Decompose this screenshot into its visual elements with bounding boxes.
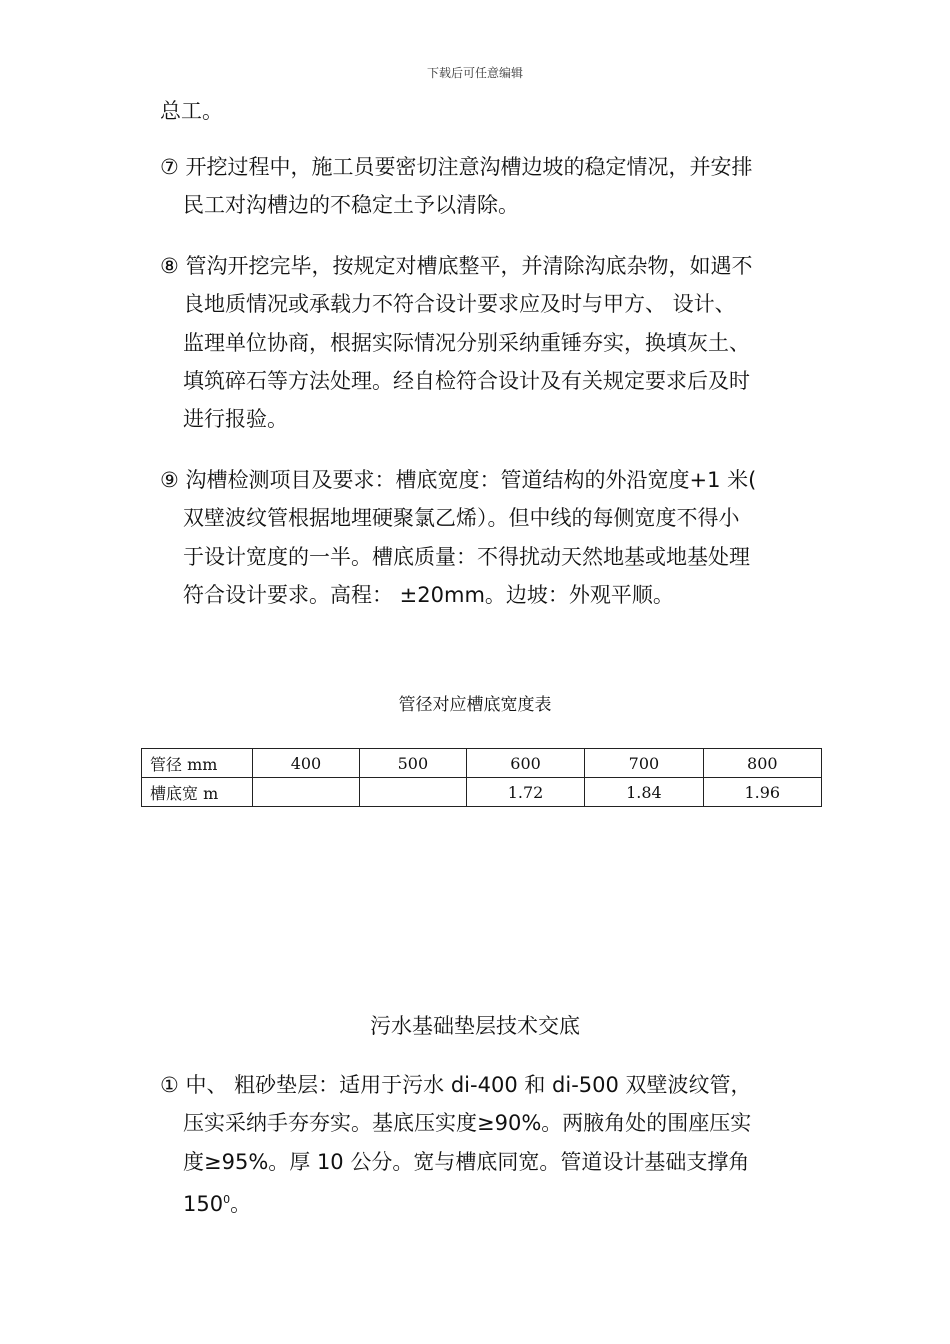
paragraph-line: 于设计宽度的一半。槽底质量：不得扰动天然地基或地基处理 (183, 544, 750, 569)
sentence-end: 。 (230, 1191, 252, 1216)
paragraph-item-8 (160, 247, 820, 438)
table-title: 管径对应槽底宽度表 (398, 695, 552, 715)
table-row (142, 778, 822, 807)
paragraph-line: 良地质情况或承载力不符合设计要求应及时与甲方、 设计、 (183, 292, 736, 317)
paragraph-item-1 (160, 1066, 820, 1223)
angle-value: 150 (183, 1191, 224, 1216)
paragraph-line: 双壁波纹管根据地埋硬聚氯乙烯）。但中线的每侧宽度不得小 (183, 506, 740, 531)
paragraph-line: 总工。 (160, 99, 223, 123)
table-cell (359, 778, 466, 807)
paragraph-item-7 (160, 148, 820, 225)
paragraph-line: 民工对沟槽边的不稳定土予以清除。 (183, 193, 519, 218)
paragraph-line: 压实采纳手夯夯实。基底压实度≥90%。两腋角处的围座压实 (183, 1111, 752, 1136)
table-cell: 600 (466, 749, 584, 778)
table-cell: 1.84 (585, 778, 703, 807)
page-header: 下载后可任意编辑 (426, 66, 523, 80)
paragraph-line: 监理单位协商，根据实际情况分别采纳重锤夯实，换填灰土、 (183, 330, 750, 355)
table-cell: 500 (359, 749, 466, 778)
paragraph-line: ⑨ 沟槽检测项目及要求：槽底宽度：管道结构的外沿宽度+1 米( (160, 468, 757, 492)
paragraph-line: ⑧ 管沟开挖完毕，按规定对槽底整平，并清除沟底杂物，如遇不 (160, 254, 753, 278)
paragraph-item-9 (160, 461, 820, 614)
paragraph-line (160, 1181, 820, 1223)
paragraph-continuation (160, 92, 820, 130)
paragraph-line: 符合设计要求。高程： ±20mm。边坡：外观平顺。 (183, 582, 674, 607)
table-cell: 800 (703, 749, 821, 778)
section-title: 污水基础垫层技术交底 (370, 1014, 580, 1038)
table-cell: 400 (253, 749, 360, 778)
table-cell: 700 (585, 749, 703, 778)
table-cell: 1.96 (703, 778, 821, 807)
paragraph-line: 填筑碎石等方法处理。经自检符合设计及有关规定要求后及时 (183, 368, 750, 393)
degree-superscript: 0 (223, 1192, 231, 1206)
paragraph-line: ⑦ 开挖过程中，施工员要密切注意沟槽边坡的稳定情况，并安排 (160, 155, 753, 179)
table-row (142, 749, 822, 778)
table-cell: 1.72 (466, 778, 584, 807)
table-cell: 槽底宽 m (142, 778, 253, 807)
table-cell: 管径 mm (142, 749, 253, 778)
paragraph-line: 度≥95%。厚 10 公分。宽与槽底同宽。管道设计基础支撑角 (183, 1149, 750, 1174)
pipe-width-table (141, 748, 822, 807)
table-cell (253, 778, 360, 807)
paragraph-line: 进行报验。 (183, 407, 288, 432)
paragraph-line: ① 中、 粗砂垫层：适用于污水 di-400 和 di-500 双壁波纹管， (160, 1073, 752, 1097)
